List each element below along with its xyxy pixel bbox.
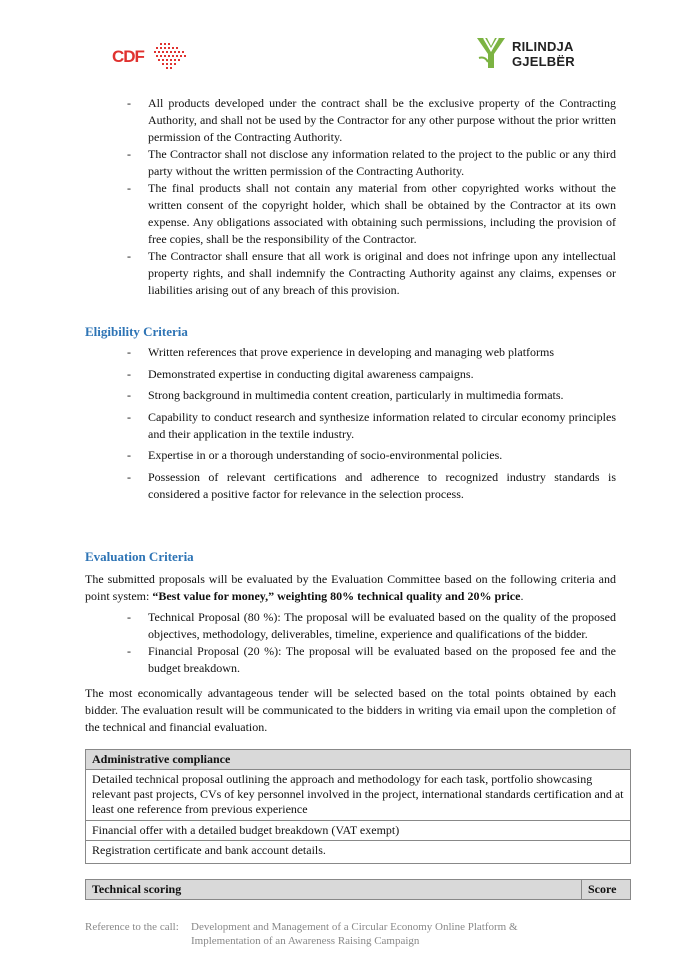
evaluation-list bbox=[85, 609, 616, 677]
list-item: - Capability to conduct research and synthesize information related to circular economy principles and their application in the textile industry. bbox=[127, 409, 616, 441]
table-row: Registration certificate and bank account details. bbox=[86, 841, 631, 864]
rilindja-gjelber-logo bbox=[475, 36, 595, 72]
list-item: - Financial Proposal (20 %): The proposal will be evaluated based on the proposed fee and the budget breakdown. bbox=[127, 643, 616, 675]
cdf-logo bbox=[112, 38, 192, 74]
page-footer bbox=[85, 920, 518, 948]
list-item: - Demonstrated expertise in conducting digital awareness campaigns. bbox=[127, 366, 474, 381]
list-item: - Written references that prove experience in developing and managing web platforms bbox=[127, 345, 555, 359]
score-column-heading: Score bbox=[582, 880, 631, 900]
cdf-map-dots-icon bbox=[152, 40, 190, 72]
footer-label: Reference to the call: bbox=[85, 921, 179, 933]
list-item: - Strong background in multimedia content creation, particularly in multimedia formats. bbox=[127, 388, 564, 402]
leaf-logo-icon bbox=[475, 36, 507, 70]
cdf-logo-text: CDF bbox=[112, 47, 144, 66]
table-row: Financial offer with a detailed budget breakdown (VAT exempt) bbox=[86, 821, 631, 841]
ip-bullet-list bbox=[85, 95, 616, 299]
list-item: - Expertise in or a thorough understanding of socio-environmental policies. bbox=[127, 448, 503, 462]
evaluation-heading: Evaluation Criteria bbox=[85, 548, 194, 564]
main-content bbox=[85, 95, 616, 736]
list-item: - The Contractor shall ensure that all work is original and does not infringe upon any intellectual property rights, and shall indemnify the Contracting Authority against any claims, expenses or liabilities arising out of any breach of this provision. bbox=[127, 249, 616, 297]
evaluation-weighting: “Best value for money,” weighting 80% technical quality and 20% price bbox=[152, 588, 521, 603]
table-header-row bbox=[86, 880, 631, 900]
eligibility-list bbox=[85, 344, 616, 503]
rg-logo-line1: RILINDJA bbox=[512, 39, 574, 54]
list-item: - Possession of relevant certifications and adherence to recognized industry standards is considered a positive factor for relevance in the selection process. bbox=[127, 469, 616, 501]
admin-table-heading: Administrative compliance bbox=[86, 750, 631, 770]
eligibility-heading: Eligibility Criteria bbox=[85, 324, 188, 339]
footer-line2: Implementation of an Awareness Raising Campaign bbox=[191, 935, 420, 947]
tech-table-heading: Technical scoring bbox=[86, 880, 582, 900]
evaluation-intro: The submitted proposals will be evaluated by the Evaluation Committee based on the following criteria and point system: “Best value for money,” weighting 80% technical quality and 20% price. bbox=[85, 571, 616, 603]
technical-scoring-table bbox=[85, 879, 631, 900]
evaluation-closing: The most economically advantageous tender will be selected based on the total points obtained by each bidder. The evaluation result will be communicated to the bidders in writing via email upon the completion of the technical and financial evaluation. bbox=[85, 685, 616, 734]
list-item: - All products developed under the contract shall be the exclusive property of the Contracting Authority, and shall not be used by the Contractor for any other purpose without the prior written permission of the Contracting Authority. bbox=[127, 96, 616, 144]
list-item: - Technical Proposal (80 %): The proposal will be evaluated based on the quality of the proposed objectives, methodology, deliverables, timeline, experience and qualifications of the bidder. bbox=[127, 609, 616, 641]
rg-logo-line2: GJELBËR bbox=[512, 54, 575, 69]
list-item: - The final products shall not contain any material from other copyrighted works without the written consent of the copyright holder, which shall be obtained by the Contractor at its own expense. Any obligations associated with obtaining such permissions, including the provision of free copies, shall be the responsibility of the Contractor. bbox=[127, 181, 616, 246]
table-header-row bbox=[86, 750, 631, 770]
admin-compliance-table bbox=[85, 749, 631, 864]
footer-line1: Development and Management of a Circular Economy Online Platform & bbox=[191, 921, 518, 933]
table-row: Detailed technical proposal outlining the approach and methodology for each task, portfolio showcasing relevant past projects, CVs of key personnel involved in the project, international standards certification and at least one reference from previous experience bbox=[86, 770, 631, 821]
list-item: - The Contractor shall not disclose any information related to the project to the public or any third party without the written permission of the Contracting Authority. bbox=[127, 147, 616, 178]
